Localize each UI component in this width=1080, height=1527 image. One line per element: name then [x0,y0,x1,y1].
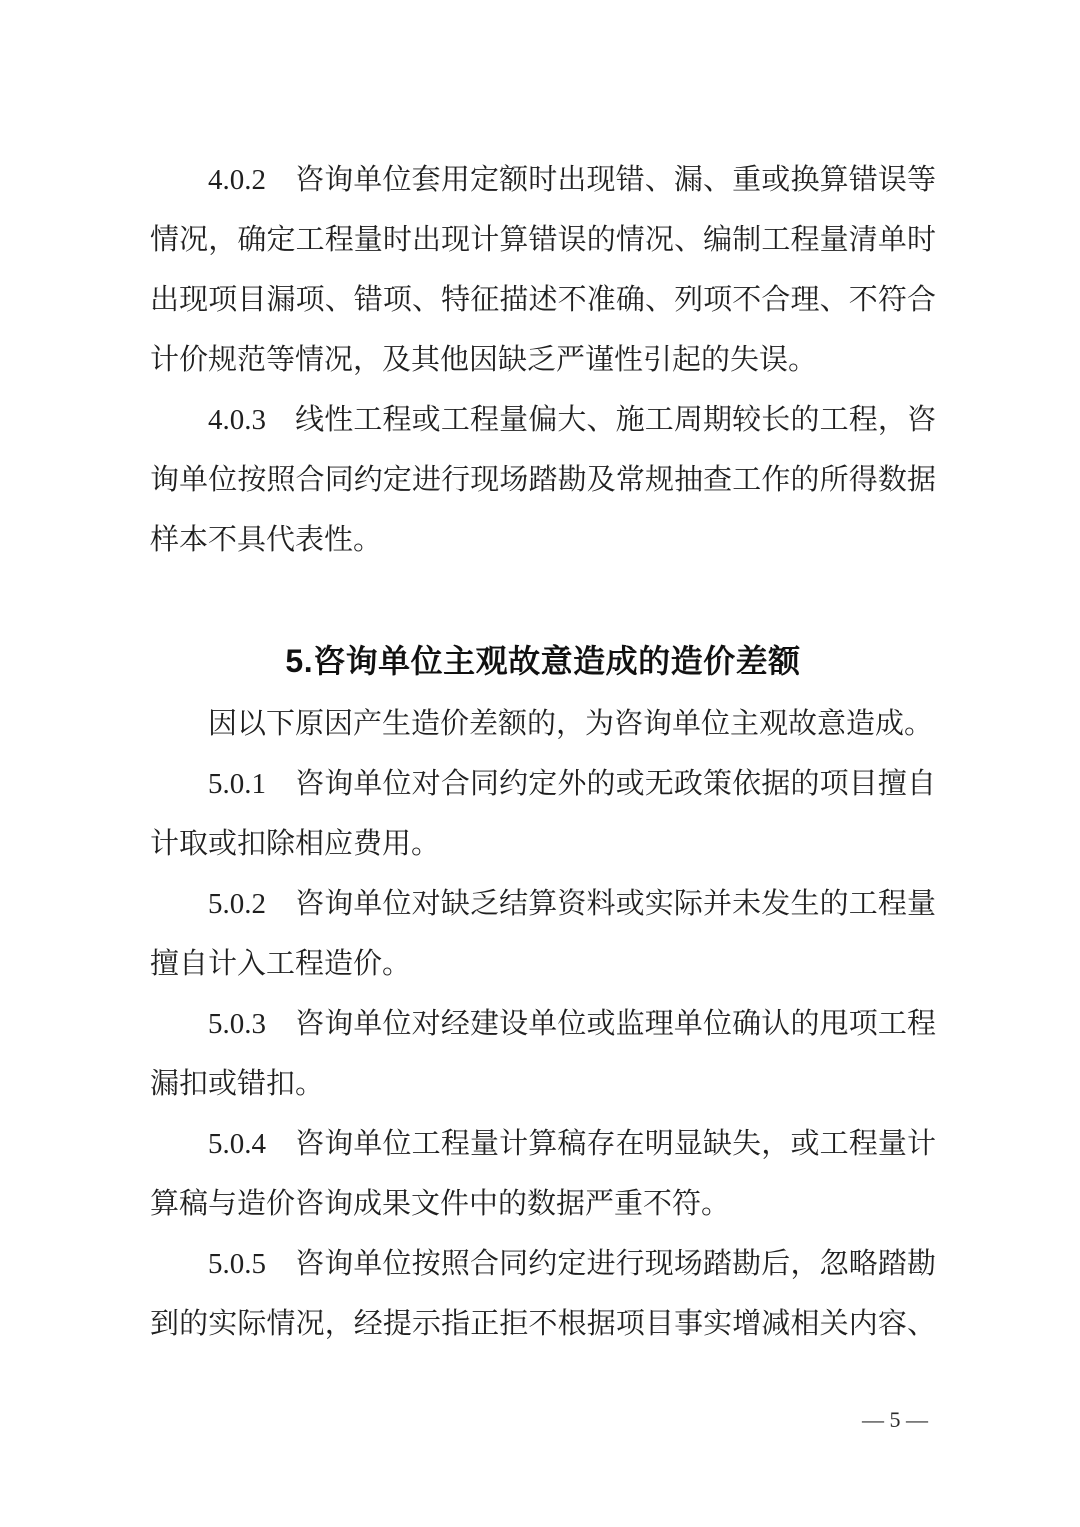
clause-4-0-2 [150,150,936,390]
section-heading: 5.咨询单位主观故意造成的造价差额 [285,643,801,679]
page-footer [862,1405,928,1435]
clause-5-0-5 [150,1234,936,1354]
clause-number: 4.0.3 [208,404,266,436]
clause-text: 咨询单位工程量计算稿存在明显缺失，或工程量计算稿与造价咨询成果文件中的数据严重不符。 [150,1128,936,1220]
clause-5-0-2 [150,874,936,994]
section-4 [150,150,936,570]
clause-text: 咨询单位对缺乏结算资料或实际并未发生的工程量擅自计入工程造价。 [150,888,936,980]
clause-text: 咨询单位套用定额时出现错、漏、重或换算错误等情况，确定工程量时出现计算错误的情况、编制工程量清单时出现项目漏项、错项、特征描述不准确、列项不合理、不符合计价规范等情况，及其他因缺乏严谨性引起的失误。 [150,164,936,376]
clause-text: 咨询单位对合同约定外的或无政策依据的项目擅自计取或扣除相应费用。 [150,768,936,860]
clause-text: 咨询单位对经建设单位或监理单位确认的甩项工程漏扣或错扣。 [150,1008,936,1100]
section-intro [150,694,936,754]
clause-number: 5.0.2 [208,888,266,920]
section-5 [150,628,936,1354]
clause-number: 5.0.5 [208,1248,266,1280]
clause-4-0-3 [150,390,936,570]
clause-5-0-3 [150,994,936,1114]
page-number: — 5 — [862,1407,928,1432]
clause-5-0-1 [150,754,936,874]
clause-number: 4.0.2 [208,164,266,196]
clause-5-0-4 [150,1114,936,1234]
clause-text: 线性工程或工程量偏大、施工周期较长的工程，咨询单位按照合同约定进行现场踏勘及常规抽查工作的所得数据样本不具代表性。 [150,404,936,556]
document-body [150,0,936,1354]
clause-number: 5.0.3 [208,1008,266,1040]
clause-number: 5.0.1 [208,768,266,800]
intro-text: 因以下原因产生造价差额的，为咨询单位主观故意造成。 [208,708,934,740]
clause-number: 5.0.4 [208,1128,266,1160]
clause-text: 咨询单位按照合同约定进行现场踏勘后，忽略踏勘到的实际情况，经提示指正拒不根据项目事实增减相关内容、 [150,1248,936,1340]
